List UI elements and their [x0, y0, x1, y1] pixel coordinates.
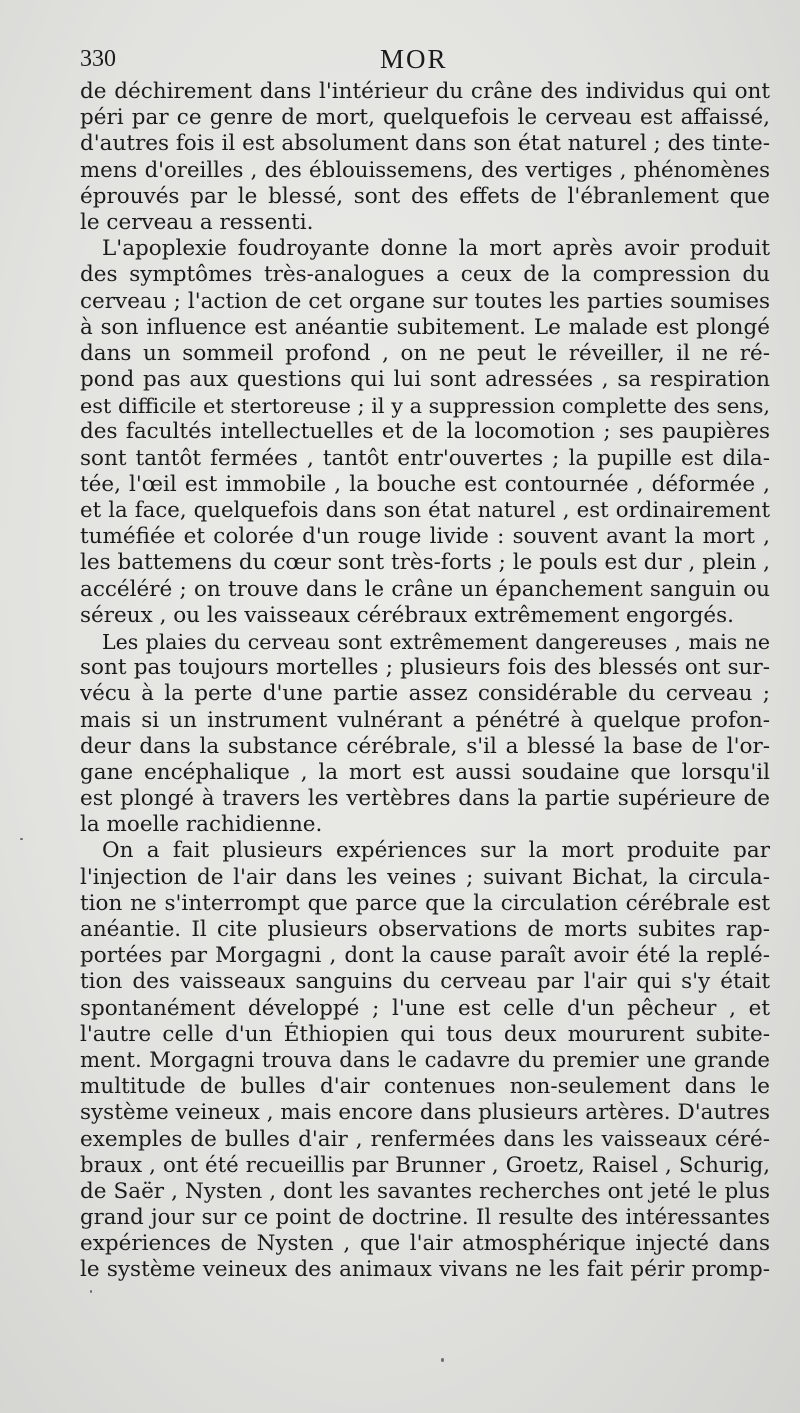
text-line: système veineux , mais encore dans plusieurs artères. D'autres	[80, 1100, 770, 1126]
text-line: séreux , ou les vaisseaux cérébraux extrêmement engorgés.	[80, 602, 734, 628]
text-line: deur dans la substance cérébrale, s'il a blessé la base de l'or-	[80, 733, 770, 759]
text-line: des symptômes très-analogues a ceux de la compression du	[80, 262, 770, 288]
text-line: Les plaies du cerveau sont extrêmement dangereuses , mais ne	[102, 629, 770, 654]
text-line: sont tantôt fermées , tantôt entr'ouvertes ; la pupille est dila-	[80, 445, 770, 471]
text-line: de déchirement dans l'intérieur du crâne des individus qui ont	[80, 79, 770, 104]
text-line: tée, l'œil est immobile , la bouche est contournée , déformée ,	[80, 471, 770, 497]
paragraph	[80, 79, 770, 236]
body-text	[80, 79, 770, 1284]
text-line: sont pas toujours mortelles ; plusieurs fois des blessés ont sur-	[80, 655, 770, 681]
text-line: de Saër , Nysten , dont les savantes recherches ont jeté le plus	[80, 1178, 770, 1204]
text-line: ment. Morgagni trouva dans le cadavre du premier une grande	[80, 1047, 770, 1073]
text-line: multitude de bulles d'air contenues non-seulement dans le	[80, 1074, 770, 1100]
text-line: anéantie. Il cite plusieurs observations de morts subites rap-	[80, 917, 770, 942]
text-line: tion ne s'interrompt que parce que la circulation cérébrale est	[80, 890, 770, 916]
text-line: grand jour sur ce point de doctrine. Il resulte des intéressantes	[80, 1205, 770, 1231]
text-line: expériences de Nysten , que l'air atmosphérique injecté dans	[80, 1231, 770, 1257]
text-line: d'autres fois il est absolument dans son état naturel ; des tinte-	[80, 131, 770, 157]
text-line: pond pas aux questions qui lui sont adressées , sa respiration	[80, 367, 770, 393]
text-line: et la face, quelquefois dans son état naturel , est ordinairement	[80, 498, 770, 523]
page-number: 330	[80, 46, 116, 72]
text-line: L'apoplexie foudroyante donne la mort après avoir produit	[102, 236, 770, 262]
text-line: l'autre celle d'un Éthiopien qui tous deux moururent subite-	[80, 1021, 770, 1047]
text-line: est difficile et stertoreuse ; il y a suppression complette des sens,	[80, 394, 770, 419]
text-line: est plongé à travers les vertèbres dans la partie supérieure de	[80, 786, 770, 812]
paragraph	[80, 236, 770, 629]
text-line: vécu à la perte d'une partie assez considérable du cerveau ;	[80, 681, 770, 707]
running-title: MOR	[380, 44, 448, 74]
paragraph	[80, 838, 770, 1283]
text-line: le système veineux des animaux vivans ne les fait périr promp-	[80, 1257, 770, 1283]
text-line: éprouvés par le blessé, sont des effets de l'ébranlement que	[80, 183, 770, 209]
ink-speck	[20, 838, 23, 840]
text-line: les battemens du cœur sont très-forts ; le pouls est dur , plein ,	[80, 550, 770, 576]
text-line: cerveau ; l'action de cet organe sur toutes les parties soumises	[80, 288, 770, 314]
text-line: portées par Morgagni , dont la cause paraît avoir été la replé-	[80, 943, 770, 969]
text-line: la moelle rachidienne.	[80, 812, 323, 838]
text-line: péri par ce genre de mort, quelquefois le cerveau est affaissé,	[80, 105, 770, 131]
text-line: gane encéphalique , la mort est aussi soudaine que lorsqu'il	[80, 759, 770, 785]
text-line: l'injection de l'air dans les veines ; suivant Bichat, la circula-	[80, 864, 770, 890]
ink-speck	[441, 1358, 444, 1362]
text-line: à son influence est anéantie subitement. Le malade est plongé	[80, 314, 770, 340]
text-line: le cerveau a ressenti.	[80, 209, 314, 235]
text-line: mens d'oreilles , des éblouissemens, des vertiges , phénomènes	[80, 157, 770, 183]
text-line: spontanément développé ; l'une est celle d'un pêcheur , et	[80, 995, 770, 1021]
text-line: mais si un instrument vulnérant a pénétré à quelque profon-	[80, 707, 770, 733]
text-line: accéléré ; on trouve dans le crâne un épanchement sanguin ou	[80, 576, 770, 602]
text-line: tuméfiée et colorée d'un rouge livide : souvent avant la mort ,	[80, 524, 770, 550]
paragraph	[80, 629, 770, 839]
ink-speck	[90, 1290, 92, 1293]
text-line: On a fait plusieurs expériences sur la mort produite par	[102, 838, 770, 864]
running-head	[80, 44, 770, 80]
text-line: tion des vaisseaux sanguins du cerveau par l'air qui s'y était	[80, 969, 770, 995]
text-line: braux , ont été recueillis par Brunner , Groetz, Raisel , Schurig,	[80, 1152, 770, 1178]
text-line: exemples de bulles d'air , renfermées dans les vaisseaux céré-	[80, 1126, 770, 1152]
text-line: des facultés intellectuelles et de la locomotion ; ses paupières	[80, 419, 770, 445]
text-line: dans un sommeil profond , on ne peut le réveiller, il ne ré-	[80, 340, 770, 366]
